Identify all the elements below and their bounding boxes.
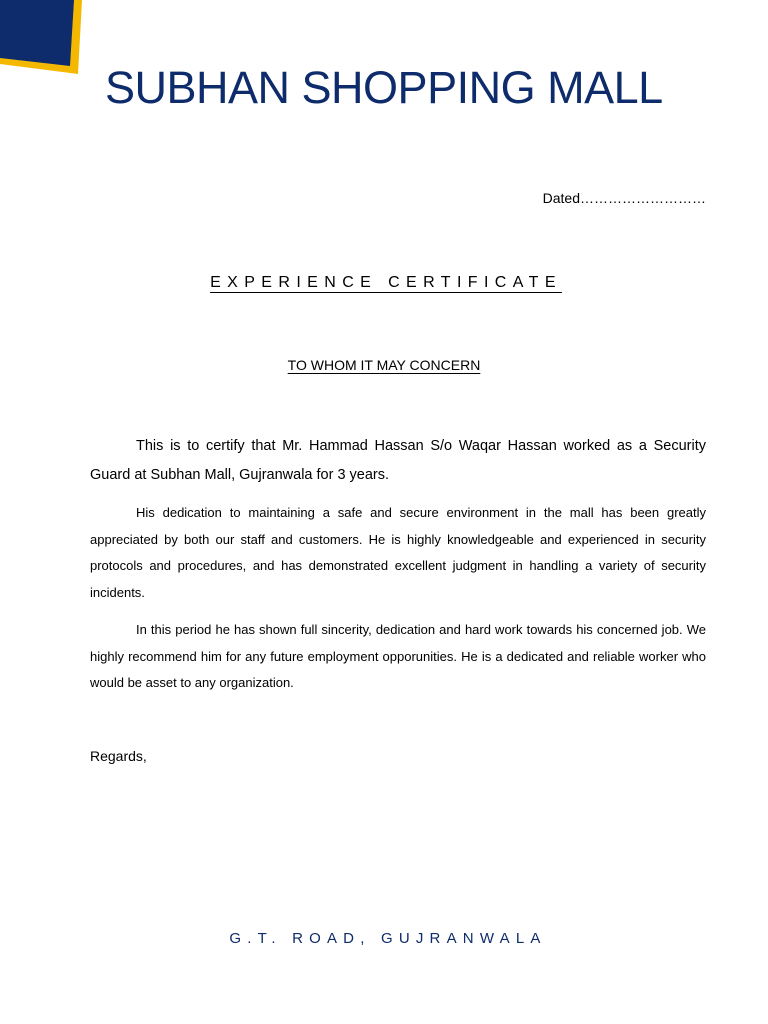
dated-field: Dated……………………… (542, 190, 706, 206)
salutation-text: TO WHOM IT MAY CONCERN (287, 357, 481, 373)
mall-name-heading: SUBHAN SHOPPING MALL (105, 62, 663, 113)
footer-address: G.T. ROAD, GUJRANWALA (229, 930, 547, 947)
workplace: Subhan Mall, Gujranwala (150, 467, 313, 483)
dedication-paragraph: His dedication to maintaining a safe and secure environment in the mall has been greatly appreciated by both our staff and customers. He is highly knowledgeable and experienced in security protocols and procedures, and has demonstrated excellent judgment in handling a variety of security incidents. (90, 505, 706, 600)
employee-name: Mr. Hammad Hassan S/o Waqar Hassan (282, 438, 557, 454)
certificate-title (0, 274, 768, 292)
regards-closing: Regards, (90, 748, 147, 764)
p1-intro: This is to certify that (136, 438, 283, 454)
certificate-title-text: EXPERIENCE CERTIFICATE (210, 274, 562, 291)
corner-logo-shape (0, 0, 90, 80)
salutation (0, 357, 768, 373)
employee-role: Security Guard (90, 438, 706, 483)
certification-paragraph (90, 432, 706, 490)
recommendation-paragraph: In this period he has shown full sincerity, dedication and hard work towards his concerned job. We highly recommend him for any future employment opporunities. He is a dedicated and reliable worker who would be asset to any organization. (90, 622, 706, 690)
p1-mid2: at (130, 467, 151, 483)
p1-mid1: worked as a (556, 438, 654, 454)
p1-end: for 3 years. (312, 467, 390, 483)
